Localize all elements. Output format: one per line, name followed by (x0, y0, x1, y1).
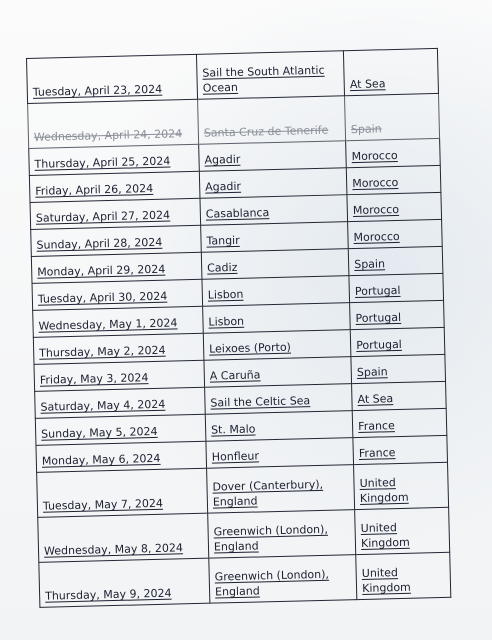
port-cell: Sail the South Atlantic Ocean (196, 51, 344, 100)
date-cell: Thursday, May 2, 2024 (33, 333, 204, 364)
country-cell: Portugal (350, 300, 445, 329)
country-cell: France (353, 435, 448, 464)
date-cell: Friday, May 3, 2024 (34, 360, 205, 391)
country-cell: Spain (351, 354, 446, 383)
itinerary-table (26, 48, 451, 608)
port-cell: Santa Cruz de Tenerife (198, 96, 346, 145)
country-cell: Portugal (350, 327, 445, 356)
port-cell: Sail the Celtic Sea (205, 384, 353, 415)
date-cell: Tuesday, May 7, 2024 (37, 468, 208, 517)
itinerary-sheet (26, 48, 451, 608)
country-cell: Portugal (349, 273, 444, 302)
port-cell: St. Malo (205, 411, 353, 442)
port-cell: Greenwich (London), England (209, 555, 357, 604)
date-cell: Monday, May 6, 2024 (36, 441, 207, 472)
date-cell: Monday, April 29, 2024 (31, 252, 202, 283)
date-cell: Wednesday, May 1, 2024 (33, 306, 204, 337)
port-cell: Leixoes (Porto) (203, 330, 351, 361)
table-row (39, 552, 451, 607)
date-cell: Saturday, April 27, 2024 (30, 198, 201, 229)
country-cell: At Sea (352, 381, 447, 410)
date-cell: Sunday, April 28, 2024 (31, 225, 202, 256)
country-cell: Morocco (346, 138, 441, 167)
date-cell: Saturday, May 4, 2024 (35, 387, 206, 418)
date-cell: Tuesday, April 23, 2024 (27, 54, 198, 103)
date-cell: Tuesday, April 30, 2024 (32, 279, 203, 310)
port-cell: A Caruña (204, 357, 352, 388)
date-cell: Thursday, April 25, 2024 (29, 144, 200, 175)
country-cell: At Sea (344, 48, 439, 95)
country-cell: Spain (348, 246, 443, 275)
country-cell: Morocco (348, 219, 443, 248)
date-cell: Thursday, May 9, 2024 (39, 558, 210, 607)
country-cell: Spain (345, 93, 440, 140)
port-cell: Tangir (201, 222, 349, 253)
date-cell: Wednesday, April 24, 2024 (28, 99, 199, 148)
date-cell: Sunday, May 5, 2024 (35, 414, 206, 445)
country-cell: United Kingdom (354, 462, 449, 509)
port-cell: Lisbon (203, 303, 351, 334)
country-cell: Morocco (347, 192, 442, 221)
date-cell: Friday, April 26, 2024 (29, 171, 200, 202)
country-cell: United Kingdom (356, 552, 451, 599)
port-cell: Honfleur (206, 438, 354, 469)
country-cell: Morocco (346, 165, 441, 194)
port-cell: Lisbon (202, 276, 350, 307)
port-cell: Cadiz (201, 249, 349, 280)
port-cell: Casablanca (200, 195, 348, 226)
date-cell: Wednesday, May 8, 2024 (38, 513, 209, 562)
port-cell: Agadir (199, 168, 347, 199)
country-cell: France (352, 408, 447, 437)
port-cell: Greenwich (London), England (208, 510, 356, 559)
port-cell: Agadir (199, 141, 347, 172)
country-cell: United Kingdom (355, 507, 450, 554)
port-cell: Dover (Canterbury), England (207, 465, 355, 514)
